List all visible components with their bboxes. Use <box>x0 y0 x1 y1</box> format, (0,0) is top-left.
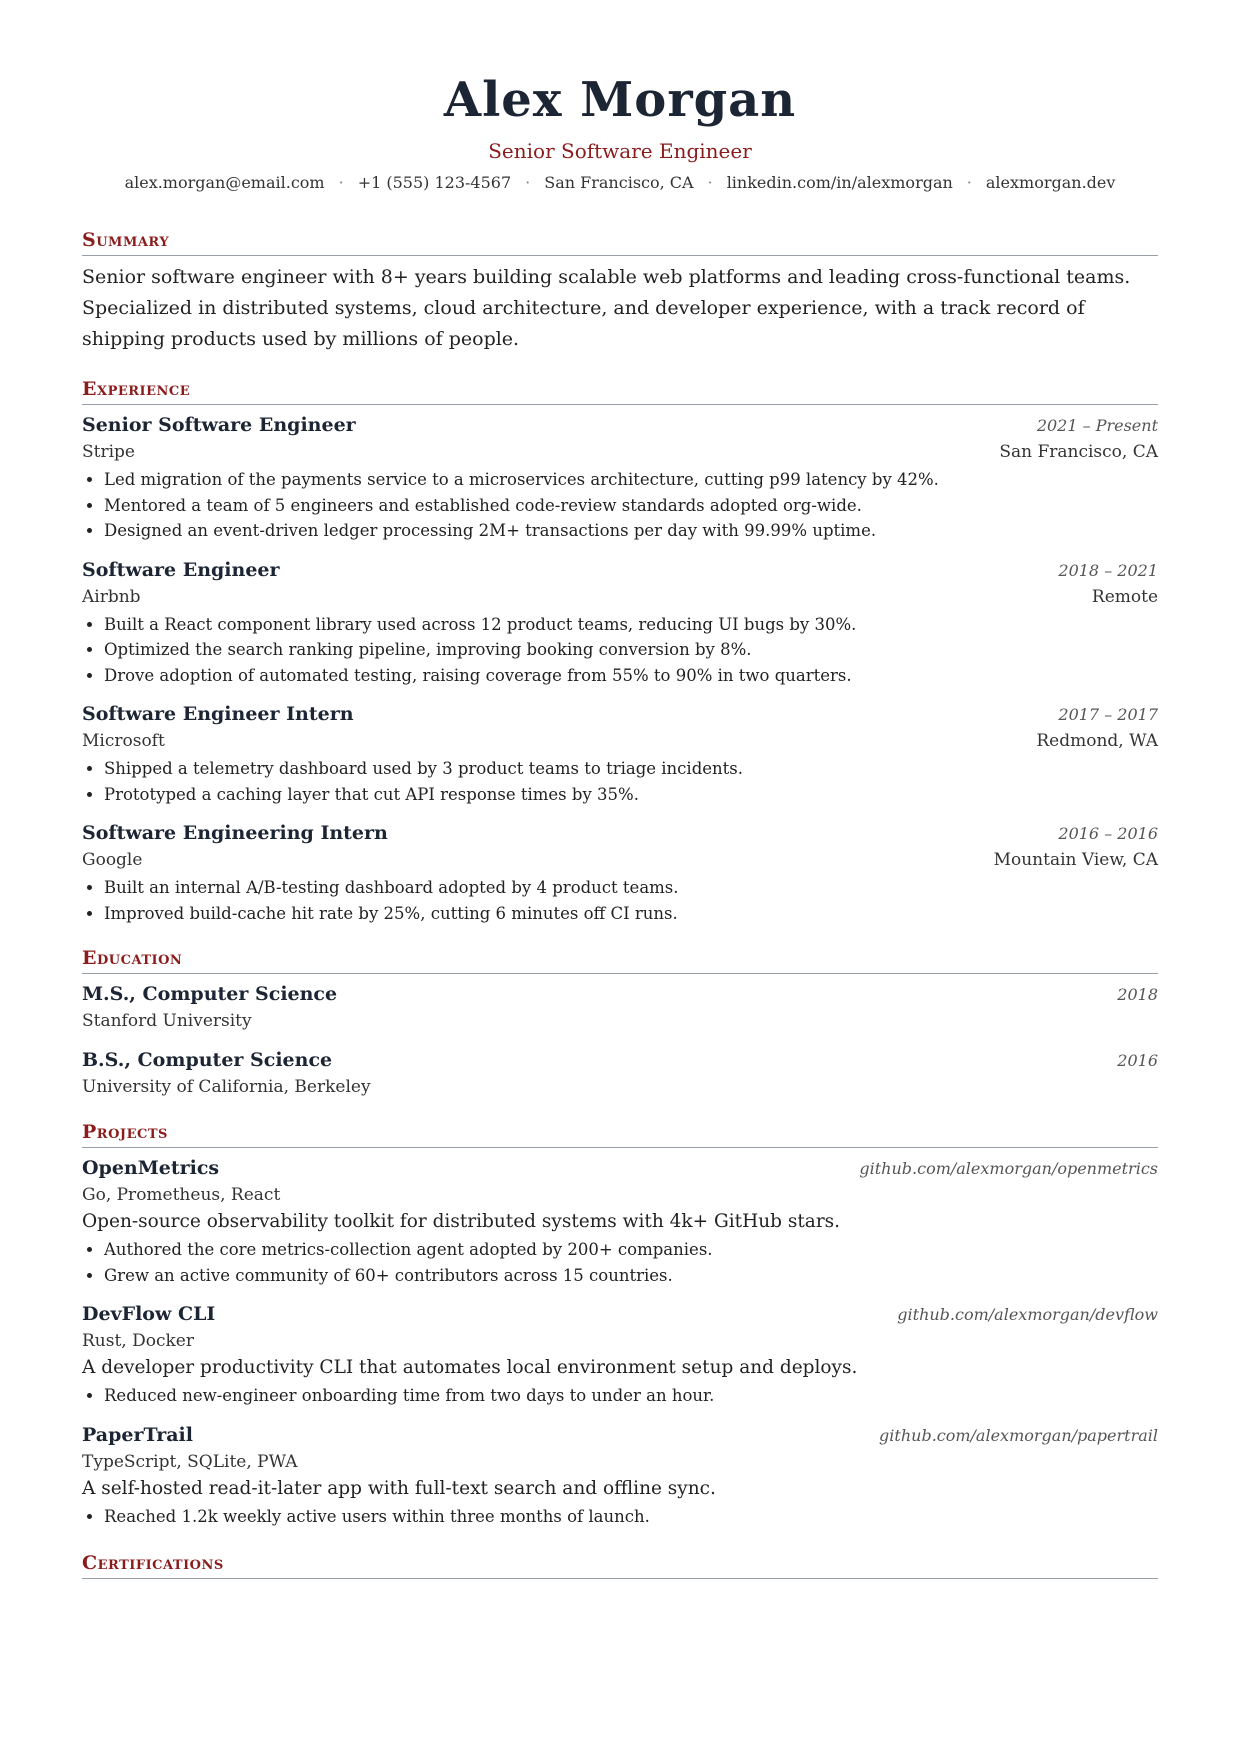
email-link[interactable]: alex.morgan@email.com <box>124 173 325 192</box>
experience-entry <box>82 556 1158 689</box>
graduation-year: 2016 <box>1117 1051 1158 1070</box>
experience-entry <box>82 819 1158 926</box>
job-location: Remote <box>1091 586 1158 607</box>
degree-title: B.S., Computer Science <box>82 1049 333 1071</box>
education-entry <box>82 1046 1158 1100</box>
education-list <box>82 980 1158 1100</box>
entry-sub-row <box>82 728 1158 754</box>
section-heading: Certifications <box>82 1551 1158 1579</box>
bullet-list <box>82 1504 1158 1530</box>
bullet-item: • Mentored a team of 5 engineers and established code-review standards adopted org-wide. <box>104 493 1158 519</box>
website-link[interactable]: alexmorgan.dev <box>985 173 1116 192</box>
entry-sub-row <box>82 584 1158 610</box>
job-title: Software Engineering Intern <box>82 822 388 844</box>
project-link[interactable]: github.com/alexmorgan/papertrail <box>879 1425 1158 1445</box>
project-tech: Rust, Docker <box>82 1331 194 1351</box>
entry-header-row <box>82 556 1158 584</box>
bullet-item: • Prototyped a caching layer that cut API response times by 35%. <box>104 782 1158 808</box>
bullet-item: • Designed an event-driven ledger processing 2M+ transactions per day with 99.99% uptime. <box>104 518 1158 544</box>
experience-entry <box>82 411 1158 544</box>
project-link[interactable]: github.com/alexmorgan/devflow <box>897 1305 1158 1324</box>
project-description: A developer productivity CLI that automates local environment setup and deploys. <box>82 1357 858 1378</box>
certifications-section <box>82 1551 1158 1579</box>
resume-header <box>82 0 1158 194</box>
job-dates: 2016 – 2016 <box>1058 824 1158 843</box>
entry-header-row <box>82 819 1158 847</box>
graduation-year: 2018 <box>1117 985 1158 1004</box>
location-text: San Francisco, CA <box>544 173 694 192</box>
education-entry <box>82 980 1158 1034</box>
bullet-item: • Optimized the search ranking pipeline, improving booking conversion by 8%. <box>104 637 1158 663</box>
separator: · <box>338 173 344 192</box>
bullet-item: • Built a React component library used across 12 product teams, reducing UI bugs by 30%. <box>104 612 1158 638</box>
entry-header-row <box>82 411 1158 439</box>
job-dates: 2018 – 2021 <box>1058 560 1158 580</box>
project-description: A self-hosted read-it-later app with full-text search and offline sync. <box>82 1477 716 1499</box>
section-heading: Experience <box>82 377 1158 405</box>
separator: · <box>525 173 531 192</box>
project-tech: Go, Prometheus, React <box>82 1185 281 1205</box>
entry-header-row <box>82 1046 1158 1074</box>
candidate-name: Alex Morgan <box>443 72 797 128</box>
phone-text: +1 (555) 123-4567 <box>357 173 512 192</box>
bullet-item: • Reached 1.2k weekly active users within three months of launch. <box>104 1504 1158 1530</box>
section-heading: Education <box>82 946 1158 974</box>
job-dates: 2021 – Present <box>1036 416 1158 435</box>
project-entry <box>82 1300 1158 1409</box>
project-link[interactable]: github.com/alexmorgan/openmetrics <box>859 1159 1158 1178</box>
bullet-list <box>82 1237 1158 1288</box>
bullet-list <box>82 1383 1158 1409</box>
entry-header-row <box>82 980 1158 1008</box>
entry-sub-row <box>82 439 1158 465</box>
project-name: PaperTrail <box>82 1423 193 1446</box>
entry-header-row <box>82 1154 1158 1182</box>
project-name: DevFlow CLI <box>82 1303 216 1325</box>
degree-title: M.S., Computer Science <box>82 983 338 1005</box>
experience-section <box>82 377 1158 926</box>
job-title: Software Engineer <box>82 558 280 581</box>
school-name: Stanford University <box>82 1011 252 1031</box>
entry-header-row <box>82 700 1158 728</box>
project-description: Open-source observability toolkit for distributed systems with 4k+ GitHub stars. <box>82 1211 841 1232</box>
projects-list <box>82 1154 1158 1529</box>
project-name: OpenMetrics <box>82 1157 220 1179</box>
bullet-item: • Improved build-cache hit rate by 25%, cutting 6 minutes off CI runs. <box>104 901 1158 927</box>
job-title: Software Engineer Intern <box>82 703 354 725</box>
bullet-item: • Shipped a telemetry dashboard used by 3 product teams to triage incidents. <box>104 756 1158 782</box>
bullet-list <box>82 612 1158 689</box>
separator: · <box>966 173 972 192</box>
job-location: Mountain View, CA <box>993 850 1158 870</box>
section-heading: Summary <box>82 228 1158 256</box>
project-tech: TypeScript, SQLite, PWA <box>82 1451 298 1472</box>
bullet-item: • Authored the core metrics-collection agent adopted by 200+ companies. <box>104 1237 1158 1263</box>
project-entry <box>82 1154 1158 1288</box>
bullet-list <box>82 467 1158 544</box>
summary-section <box>82 228 1158 355</box>
projects-section <box>82 1120 1158 1529</box>
experience-list <box>82 411 1158 926</box>
separator: · <box>707 173 713 192</box>
bullet-item: • Grew an active community of 60+ contributors across 15 countries. <box>104 1263 1158 1289</box>
job-location: Redmond, WA <box>1036 731 1158 751</box>
experience-entry <box>82 700 1158 807</box>
summary-text: Senior software engineer with 8+ years building scalable web platforms and leading cross-functional teams. Specialized in distributed systems, cloud architecture, and developer experience, with a track record of shipping products used by millions of people. <box>82 266 1131 350</box>
company-name: Google <box>82 850 143 870</box>
entry-sub-row <box>82 847 1158 873</box>
bullet-item: • Reduced new-engineer onboarding time from two days to under an hour. <box>104 1383 1158 1409</box>
bullet-item: • Built an internal A/B-testing dashboard adopted by 4 product teams. <box>104 875 1158 901</box>
company-name: Airbnb <box>82 586 141 607</box>
job-title: Senior Software Engineer <box>82 414 356 436</box>
section-heading: Projects <box>82 1120 1158 1148</box>
bullet-item: • Led migration of the payments service to a microservices architecture, cutting p99 latency by 42%. <box>104 467 1158 493</box>
bullet-list <box>82 756 1158 807</box>
contact-line <box>82 172 1158 194</box>
candidate-title: Senior Software Engineer <box>488 139 752 163</box>
bullet-item: • Drove adoption of automated testing, raising coverage from 55% to 90% in two quarters. <box>104 663 1158 689</box>
entry-header-row <box>82 1300 1158 1328</box>
job-dates: 2017 – 2017 <box>1058 705 1158 724</box>
linkedin-link[interactable]: linkedin.com/in/alexmorgan <box>726 173 953 192</box>
bullet-list <box>82 875 1158 926</box>
entry-header-row <box>82 1421 1158 1449</box>
school-name: University of California, Berkeley <box>82 1077 371 1097</box>
education-section <box>82 946 1158 1100</box>
company-name: Stripe <box>82 442 135 462</box>
project-entry <box>82 1421 1158 1530</box>
job-location: San Francisco, CA <box>999 442 1158 462</box>
company-name: Microsoft <box>82 731 165 751</box>
